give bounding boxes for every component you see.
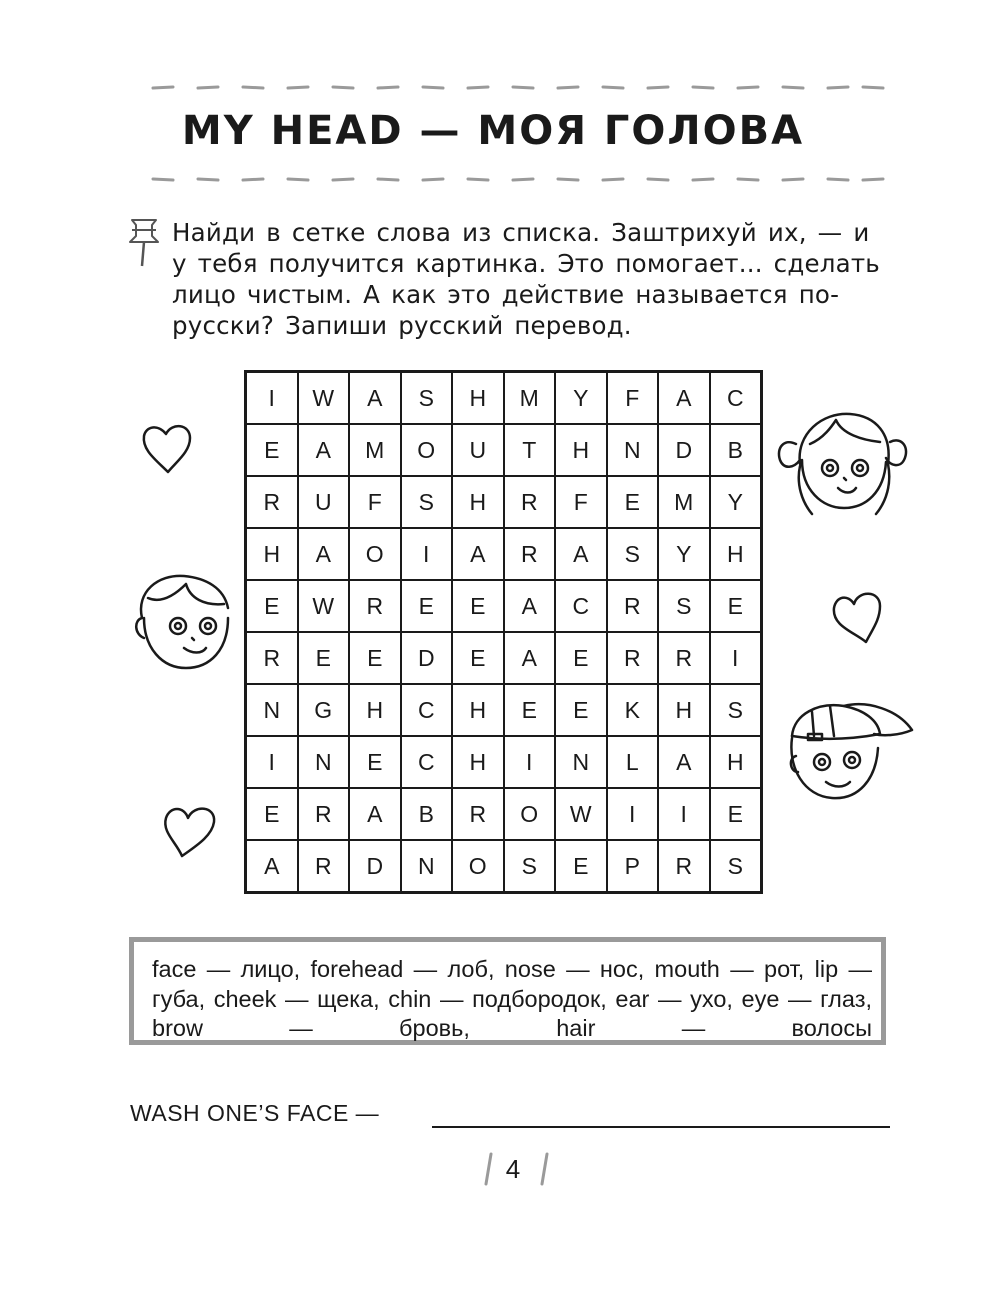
grid-cell[interactable]: E xyxy=(349,736,401,788)
grid-cell[interactable]: A xyxy=(349,788,401,840)
vocabulary-list: face — лицо, forehead — лоб, nose — нос, mouth — рот, lip — губа, cheek — щека, chin — подбородок, ear — ухо, eye — глаз, brow — бровь, hair — волосы xyxy=(152,956,872,1041)
grid-cell[interactable]: Y xyxy=(555,372,607,425)
boy-cap-face-icon xyxy=(778,696,918,813)
grid-cell[interactable]: A xyxy=(658,736,710,788)
grid-row xyxy=(246,684,762,736)
grid-cell[interactable]: S xyxy=(658,580,710,632)
grid-cell[interactable]: D xyxy=(401,632,453,684)
grid-cell[interactable]: E xyxy=(452,580,504,632)
grid-cell[interactable]: E xyxy=(710,788,762,840)
grid-cell[interactable]: U xyxy=(298,476,350,528)
vocabulary-box xyxy=(129,937,886,1045)
grid-row xyxy=(246,788,762,840)
grid-cell[interactable]: N xyxy=(607,424,659,476)
boy-face-icon xyxy=(128,568,240,685)
grid-cell[interactable]: Y xyxy=(658,528,710,580)
grid-cell[interactable]: S xyxy=(710,684,762,736)
grid-cell[interactable]: R xyxy=(246,632,298,684)
grid-cell[interactable]: R xyxy=(607,580,659,632)
grid-cell[interactable]: H xyxy=(349,684,401,736)
grid-cell[interactable]: I xyxy=(246,372,298,425)
grid-cell[interactable]: K xyxy=(607,684,659,736)
grid-cell[interactable]: M xyxy=(349,424,401,476)
grid-cell[interactable]: R xyxy=(349,580,401,632)
grid-row xyxy=(246,476,762,528)
grid-cell[interactable]: E xyxy=(349,632,401,684)
grid-cell[interactable]: S xyxy=(607,528,659,580)
grid-cell[interactable]: R xyxy=(298,840,350,893)
grid-cell[interactable]: I xyxy=(401,528,453,580)
grid-cell[interactable]: H xyxy=(452,372,504,425)
grid-cell[interactable]: E xyxy=(298,632,350,684)
heart-icon xyxy=(138,420,196,483)
word-search-grid xyxy=(244,370,763,894)
grid-cell[interactable]: W xyxy=(298,580,350,632)
grid-cell[interactable]: C xyxy=(555,580,607,632)
bottom-dashed-divider xyxy=(148,172,888,186)
answer-line[interactable] xyxy=(432,1126,890,1128)
grid-cell[interactable]: H xyxy=(452,476,504,528)
grid-cell[interactable]: D xyxy=(658,424,710,476)
grid-cell[interactable]: I xyxy=(504,736,556,788)
grid-cell[interactable]: F xyxy=(607,372,659,425)
grid-cell[interactable]: E xyxy=(452,632,504,684)
grid-cell[interactable]: A xyxy=(555,528,607,580)
grid-cell[interactable]: M xyxy=(504,372,556,425)
grid-cell[interactable]: H xyxy=(555,424,607,476)
grid-cell[interactable]: R xyxy=(298,788,350,840)
grid-cell[interactable]: S xyxy=(401,372,453,425)
grid-cell[interactable]: E xyxy=(607,476,659,528)
grid-cell[interactable]: I xyxy=(658,788,710,840)
grid-cell[interactable]: W xyxy=(555,788,607,840)
grid-cell[interactable]: E xyxy=(710,580,762,632)
grid-cell[interactable]: R xyxy=(452,788,504,840)
grid-cell[interactable]: O xyxy=(349,528,401,580)
grid-row xyxy=(246,528,762,580)
heart-icon xyxy=(826,586,888,653)
grid-cell[interactable]: I xyxy=(710,632,762,684)
grid-cell[interactable]: D xyxy=(349,840,401,893)
grid-cell[interactable]: I xyxy=(607,788,659,840)
grid-cell[interactable]: A xyxy=(349,372,401,425)
grid-cell[interactable]: E xyxy=(555,684,607,736)
grid-cell[interactable]: A xyxy=(504,632,556,684)
grid-cell[interactable]: N xyxy=(401,840,453,893)
grid-cell[interactable]: R xyxy=(504,476,556,528)
grid-cell[interactable]: P xyxy=(607,840,659,893)
grid-cell[interactable]: S xyxy=(504,840,556,893)
grid-cell[interactable]: H xyxy=(452,736,504,788)
grid-cell[interactable]: N xyxy=(298,736,350,788)
grid-cell[interactable]: C xyxy=(401,684,453,736)
grid-cell[interactable]: A xyxy=(504,580,556,632)
grid-cell[interactable]: R xyxy=(658,632,710,684)
grid-row xyxy=(246,580,762,632)
grid-row xyxy=(246,424,762,476)
grid-cell[interactable]: W xyxy=(298,372,350,425)
grid-cell[interactable]: C xyxy=(710,372,762,425)
answer-label: WASH ONE’S FACE — xyxy=(130,1100,380,1126)
grid-cell[interactable]: B xyxy=(710,424,762,476)
heart-icon xyxy=(160,798,222,867)
girl-face-icon xyxy=(772,404,912,529)
grid-cell[interactable]: R xyxy=(607,632,659,684)
grid-cell[interactable]: R xyxy=(246,476,298,528)
grid-cell[interactable]: E xyxy=(246,424,298,476)
grid-cell[interactable]: E xyxy=(401,580,453,632)
grid-cell[interactable]: A xyxy=(246,840,298,893)
grid-cell[interactable]: Y xyxy=(710,476,762,528)
grid-row xyxy=(246,372,762,425)
grid-cell[interactable]: H xyxy=(658,684,710,736)
top-dashed-divider xyxy=(148,80,888,94)
grid-cell[interactable]: S xyxy=(710,840,762,893)
grid-row xyxy=(246,840,762,893)
page-title: MY HEAD — МОЯ ГОЛОВА xyxy=(181,108,805,154)
grid-cell[interactable]: M xyxy=(658,476,710,528)
grid-cell[interactable]: I xyxy=(246,736,298,788)
grid-cell[interactable]: N xyxy=(246,684,298,736)
page-number-block xyxy=(476,1150,556,1190)
grid-cell[interactable]: N xyxy=(555,736,607,788)
grid-cell[interactable]: A xyxy=(298,528,350,580)
grid-cell[interactable]: R xyxy=(658,840,710,893)
grid-cell[interactable]: T xyxy=(504,424,556,476)
grid-cell[interactable]: A xyxy=(658,372,710,425)
grid-cell[interactable]: E xyxy=(246,788,298,840)
grid-cell[interactable]: E xyxy=(504,684,556,736)
grid-cell[interactable]: E xyxy=(555,840,607,893)
grid-cell[interactable]: O xyxy=(452,840,504,893)
grid-cell[interactable]: G xyxy=(298,684,350,736)
grid-cell[interactable]: H xyxy=(710,736,762,788)
grid-row xyxy=(246,632,762,684)
grid-cell[interactable]: E xyxy=(246,580,298,632)
grid-cell[interactable]: B xyxy=(401,788,453,840)
grid-cell[interactable]: L xyxy=(607,736,659,788)
grid-cell[interactable]: E xyxy=(555,632,607,684)
grid-cell[interactable]: H xyxy=(246,528,298,580)
grid-cell[interactable]: A xyxy=(298,424,350,476)
grid-cell[interactable]: A xyxy=(452,528,504,580)
grid-cell[interactable]: O xyxy=(401,424,453,476)
grid-cell[interactable]: H xyxy=(452,684,504,736)
grid-row xyxy=(246,736,762,788)
grid-cell[interactable]: H xyxy=(710,528,762,580)
grid-cell[interactable]: F xyxy=(349,476,401,528)
grid-cell[interactable]: R xyxy=(504,528,556,580)
pushpin-icon xyxy=(124,216,164,270)
instructions-text: Найди в сетке слова из списка. Заштрихуй их, — и у тебя получится картинка. Это помогает... сделать лицо чистым. А как это действие называется по-русски? Запиши русский перевод. xyxy=(172,218,880,340)
grid-cell[interactable]: F xyxy=(555,476,607,528)
page-number: 4 xyxy=(505,1154,521,1184)
grid-cell[interactable]: C xyxy=(401,736,453,788)
grid-cell[interactable]: U xyxy=(452,424,504,476)
grid-cell[interactable]: O xyxy=(504,788,556,840)
grid-cell[interactable]: S xyxy=(401,476,453,528)
